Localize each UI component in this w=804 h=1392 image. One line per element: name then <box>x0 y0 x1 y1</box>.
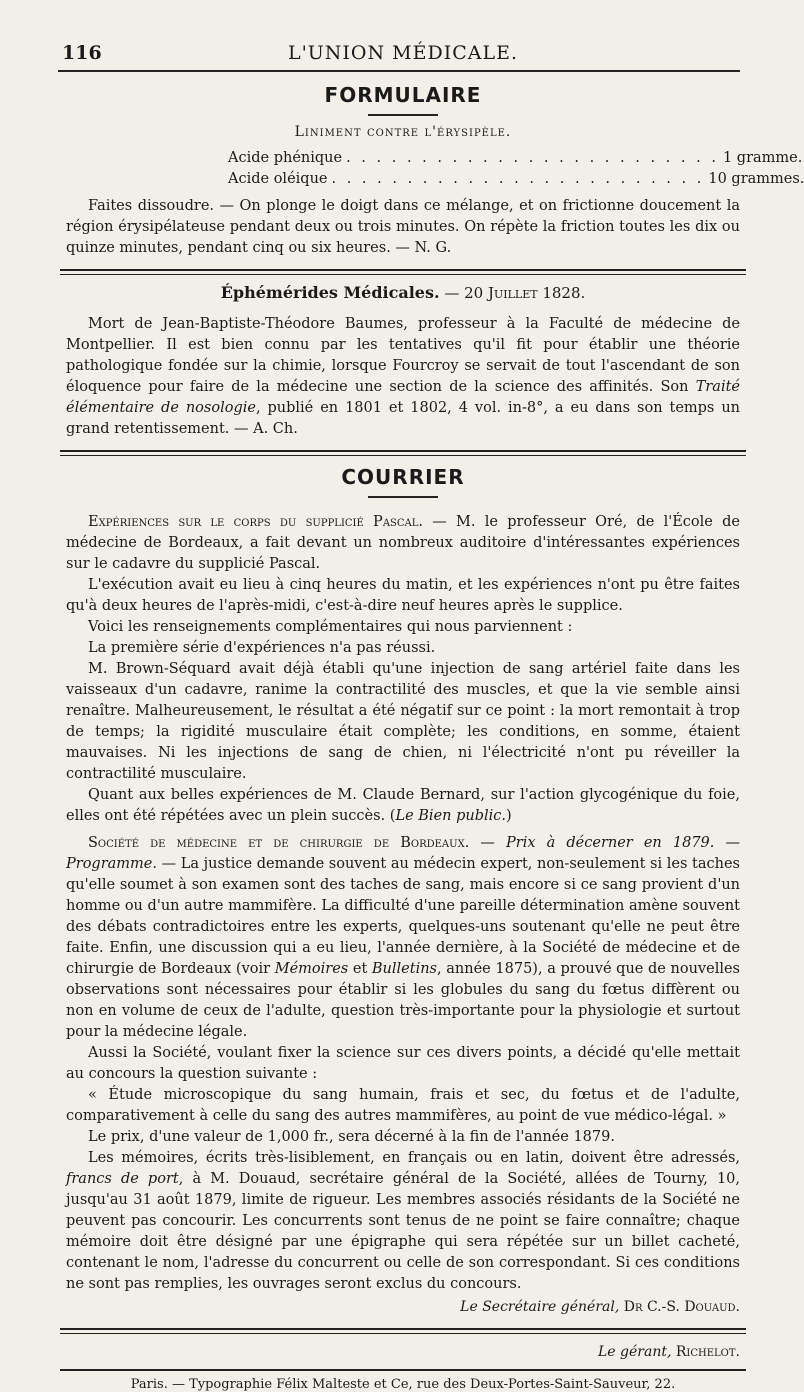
gerant-role: Le gérant, <box>598 1344 672 1360</box>
ephemerides-section <box>66 283 740 440</box>
item-heading: Société de médecine et de chirurgie de Bordeaux. <box>88 835 470 851</box>
book-title: Traité élémentaire de nosologie <box>66 379 740 416</box>
printer-imprint: Paris. — Typographie Félix Malteste et Ce, rue des Deux-Portes-Saint-Sauveur, 22. <box>130 1377 676 1392</box>
courrier-title: COURRIER <box>341 465 465 489</box>
courrier-paragraph: Aussi la Société, voulant fixer la science sur ces divers points, a décidé qu'elle mettait au concours la question suivante : <box>66 1045 740 1082</box>
ingredient-name: Acide phénique <box>228 150 343 166</box>
ingredient-list <box>228 148 804 190</box>
courrier-paragraph: L'exécution avait eu lieu à cinq heures du matin, et les expériences n'ont pu être faites qu'à deux heures de l'après-midi, c'est-à-dire neuf heures après le supplice. <box>66 577 740 614</box>
secretary-signature <box>66 1297 740 1318</box>
item-heading: Expériences sur le corps du supplicié Pascal. <box>88 514 424 530</box>
header-rule <box>58 70 740 72</box>
ephemerides-date: — 20 Juillet 1828. <box>444 284 586 302</box>
courrier-section <box>66 464 740 1318</box>
formulaire-section <box>66 82 804 259</box>
paragraph-text: , année 1875), a prouvé que de nouvelles observations sont nécessaires pour établir si les globules du sang du fœtus diffèrent ou non en volume de ceux de l'adulte, question très-importante pour la physiologie et surtout pour la médecine légale. <box>66 961 740 1040</box>
ingredient-qty: 10 grammes. <box>708 171 804 187</box>
paragraph-text: et <box>348 961 372 977</box>
recipe-title: Liniment contre l'érysipèle. <box>294 124 512 140</box>
section-divider <box>60 269 746 275</box>
title-rule <box>368 496 438 498</box>
paragraph-text: — M. le professeur Oré, de l'École de médecine de Bordeaux, a fait devant un nombreux auditoire d'intéressantes expériences sur le cadavre du supplicié Pascal. <box>66 514 740 572</box>
franco-phrase: francs de port <box>66 1171 179 1187</box>
ephemerides-text-b: , publié en 1801 et 1802, 4 vol. in-8°, a eu dans son temps un grand retentissement. — A. Ch. <box>66 400 740 437</box>
source-title: Le Bien public. <box>395 808 507 824</box>
signature-name: Dr C.-S. Douaud. <box>619 1299 740 1315</box>
paragraph-text: — La justice demande souvent au médecin expert, non-seulement si les taches qu'elle soumet à son examen sont des taches de sang, mais encore si ce sang provient d'un homme ou d'un autre mammifère. La difficulté d'une pareille détermination amène souvent des débats contradictoires entre les experts, quelques-uns soutenant qu'elle ne peut être faite. Enfin, une discussion qui a eu lieu, l'année dernière, à la Société de médecine et de chirurgie de Bordeaux (voir <box>66 856 740 977</box>
leader-dots: . . . . . . . . . . . . . . . . . . . . . . . . . <box>346 150 719 166</box>
leader-dots: . . . . . . . . . . . . . . . . . . . . . . . . . <box>331 171 705 187</box>
running-head <box>58 42 748 72</box>
ephemerides-heading <box>66 283 740 302</box>
prize-heading: — Prix à décerner en 1879. — Programme. <box>66 835 740 872</box>
courrier-paragraph <box>66 833 740 1043</box>
page-body <box>66 82 804 1392</box>
section-divider <box>60 1328 746 1334</box>
title-rule <box>368 114 438 116</box>
signature-role: Le Secrétaire général, <box>460 1299 620 1315</box>
formulaire-title: FORMULAIRE <box>324 83 482 107</box>
paragraph-text: Quant aux belles expériences de M. Claude Bernard, sur l'action glycogénique du foie, elles ont été répétées avec un plein succès. ( <box>66 787 740 824</box>
ephemerides-text-a: Mort de Jean-Baptiste-Théodore Baumes, professeur à la Faculté de médecine de Montpellier. Il est bien connu par les tentatives qu'il fit pour établir une théorie pathologique fondée sur la chimie, lorsque Fourcroy se servait de tout l'ascendant de son éloquence pour faire de la médecine une section de la science des affinités. Son <box>66 316 740 395</box>
section-divider <box>60 450 746 456</box>
ingredient-name: Acide oléique <box>228 171 328 187</box>
courrier-paragraph <box>66 1148 740 1295</box>
courrier-paragraph <box>66 512 740 575</box>
page-number: 116 <box>62 42 102 64</box>
gerant-signature <box>66 1342 740 1363</box>
courrier-paragraph: M. Brown-Séquard avait déjà établi qu'une injection de sang artériel faite dans les vaisseaux d'un cadavre, ranime la contractilité des muscles, et que la vie semble ainsi renaître. Malheureusement, le résultat a été négatif sur ce point : la mort remontait à trop de temps; la rigidité musculaire était complète; les conditions, en somme, étaient mauvaises. Ni les injections de sang de chien, ni l'électricité n'ont pu réveiller la contractilité musculaire. <box>66 661 740 782</box>
footer-rule <box>60 1369 746 1371</box>
courrier-paragraph <box>66 785 740 827</box>
courrier-paragraph: Voici les renseignements complémentaires qui nous parviennent : <box>88 619 573 635</box>
paragraph-text: ) <box>506 808 512 824</box>
ephemerides-title: Éphémérides Médicales. <box>220 283 440 302</box>
paragraph-text: , à M. Douaud, secrétaire général de la Société, allées de Tourny, 10, jusqu'au 31 août 1879, limite de rigueur. Les membres associés résidants de la Société ne peuvent pas concourir. Les concurrents sont tenus de ne point se faire connaître; chaque mémoire doit être désigné par une épigraphe qui sera répétée sur un billet cacheté, contenant le nom, l'adresse du concurrent ou celle de son correspondant. Si ces conditions ne sont pas remplies, les ouvrages seront exclus du concours. <box>66 1171 741 1292</box>
courrier-paragraph: La première série d'expériences n'a pas réussi. <box>88 640 436 656</box>
journal-title: L'UNION MÉDICALE. <box>287 42 519 64</box>
reference-title: Bulletins <box>371 961 438 977</box>
reference-title: Mémoires <box>274 961 349 977</box>
ingredient-qty: 1 gramme. <box>722 150 803 166</box>
gerant-name: Richelot. <box>671 1344 740 1360</box>
ingredient-row <box>228 148 803 169</box>
courrier-paragraph: Le prix, d'une valeur de 1,000 fr., sera décerné à la fin de l'année 1879. <box>88 1129 615 1145</box>
ingredient-row <box>228 169 804 190</box>
formulaire-text: Faites dissoudre. — On plonge le doigt dans ce mélange, et on frictionne doucement la région érysipélateuse pendant deux ou trois minutes. On répète la friction toutes les dix ou quinze minutes, pendant cinq ou six heures. — N. G. <box>66 198 740 256</box>
ephemerides-text <box>66 314 740 440</box>
paragraph-text: Les mémoires, écrits très-lisiblement, en français ou en latin, doivent être adressés, <box>88 1150 740 1166</box>
courrier-paragraph: « Étude microscopique du sang humain, frais et sec, du fœtus et de l'adulte, comparativement à celle du sang des autres mammifères, au point de vue médico-légal. » <box>66 1087 740 1124</box>
